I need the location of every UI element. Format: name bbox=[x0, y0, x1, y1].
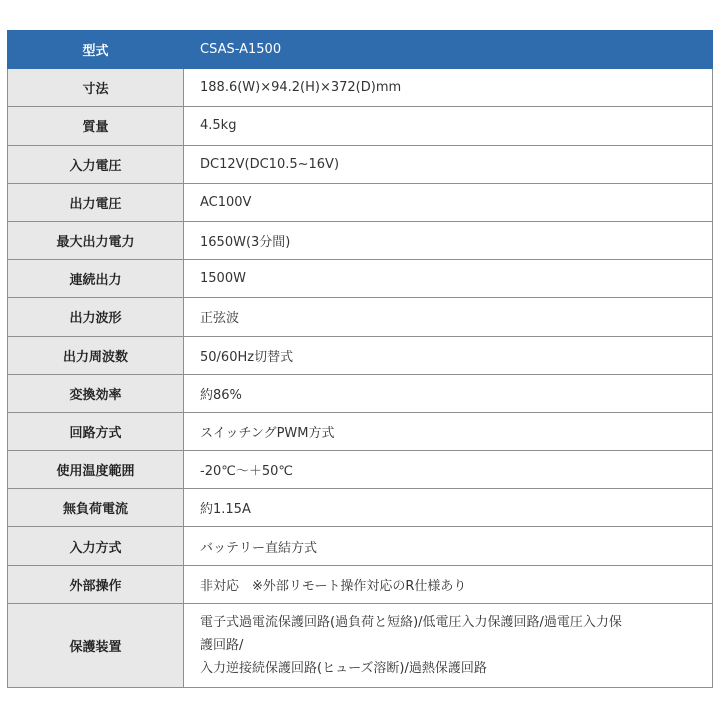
row-label: 外部操作 bbox=[8, 565, 184, 603]
row-value: 非対応 ※外部リモート操作対応のR仕様あり bbox=[184, 565, 713, 603]
table-row bbox=[8, 374, 713, 412]
table-row-protection bbox=[8, 603, 713, 687]
row-value: -20℃～＋50℃ bbox=[184, 451, 713, 489]
table-row bbox=[8, 336, 713, 374]
protection-line: 護回路/ bbox=[200, 637, 244, 653]
table-row bbox=[8, 412, 713, 450]
table-row bbox=[8, 565, 713, 603]
table-row bbox=[8, 451, 713, 489]
row-label: 出力波形 bbox=[8, 298, 184, 336]
table-row bbox=[8, 221, 713, 259]
spec-table bbox=[7, 30, 713, 688]
row-value: 188.6(W)×94.2(H)×372(D)mm bbox=[184, 69, 713, 107]
row-label: 出力周波数 bbox=[8, 336, 184, 374]
row-value: 約1.15A bbox=[184, 489, 713, 527]
table-row bbox=[8, 183, 713, 221]
row-label: 回路方式 bbox=[8, 412, 184, 450]
row-label: 入力電圧 bbox=[8, 145, 184, 183]
protection-label: 保護装置 bbox=[8, 603, 184, 687]
row-label: 寸法 bbox=[8, 69, 184, 107]
row-label: 変換効率 bbox=[8, 374, 184, 412]
model-label: 型式 bbox=[8, 31, 184, 69]
protection-value bbox=[184, 603, 713, 687]
row-value: 約86% bbox=[184, 374, 713, 412]
row-value: 1650W(3分間) bbox=[184, 221, 713, 259]
row-label: 最大出力電力 bbox=[8, 221, 184, 259]
row-value: 4.5kg bbox=[184, 107, 713, 145]
row-value: 50/60Hz切替式 bbox=[184, 336, 713, 374]
table-row bbox=[8, 69, 713, 107]
row-label: 連続出力 bbox=[8, 260, 184, 298]
row-label: 質量 bbox=[8, 107, 184, 145]
table-row bbox=[8, 107, 713, 145]
row-value: スイッチングPWM方式 bbox=[184, 412, 713, 450]
table-header-row bbox=[8, 31, 713, 69]
row-label: 無負荷電流 bbox=[8, 489, 184, 527]
protection-line: 電子式過電流保護回路(過負荷と短絡)/低電圧入力保護回路/過電圧入力保 bbox=[200, 614, 622, 630]
row-label: 入力方式 bbox=[8, 527, 184, 565]
table-row bbox=[8, 260, 713, 298]
row-value: DC12V(DC10.5~16V) bbox=[184, 145, 713, 183]
protection-line: 入力逆接続保護回路(ヒューズ溶断)/過熱保護回路 bbox=[200, 660, 487, 676]
row-label: 使用温度範囲 bbox=[8, 451, 184, 489]
row-value: 1500W bbox=[184, 260, 713, 298]
row-value: AC100V bbox=[184, 183, 713, 221]
table-row bbox=[8, 527, 713, 565]
table-row bbox=[8, 489, 713, 527]
row-value: バッテリー直結方式 bbox=[184, 527, 713, 565]
table-row bbox=[8, 145, 713, 183]
model-value: CSAS-A1500 bbox=[184, 31, 713, 69]
row-value: 正弦波 bbox=[184, 298, 713, 336]
row-label: 出力電圧 bbox=[8, 183, 184, 221]
table-row bbox=[8, 298, 713, 336]
